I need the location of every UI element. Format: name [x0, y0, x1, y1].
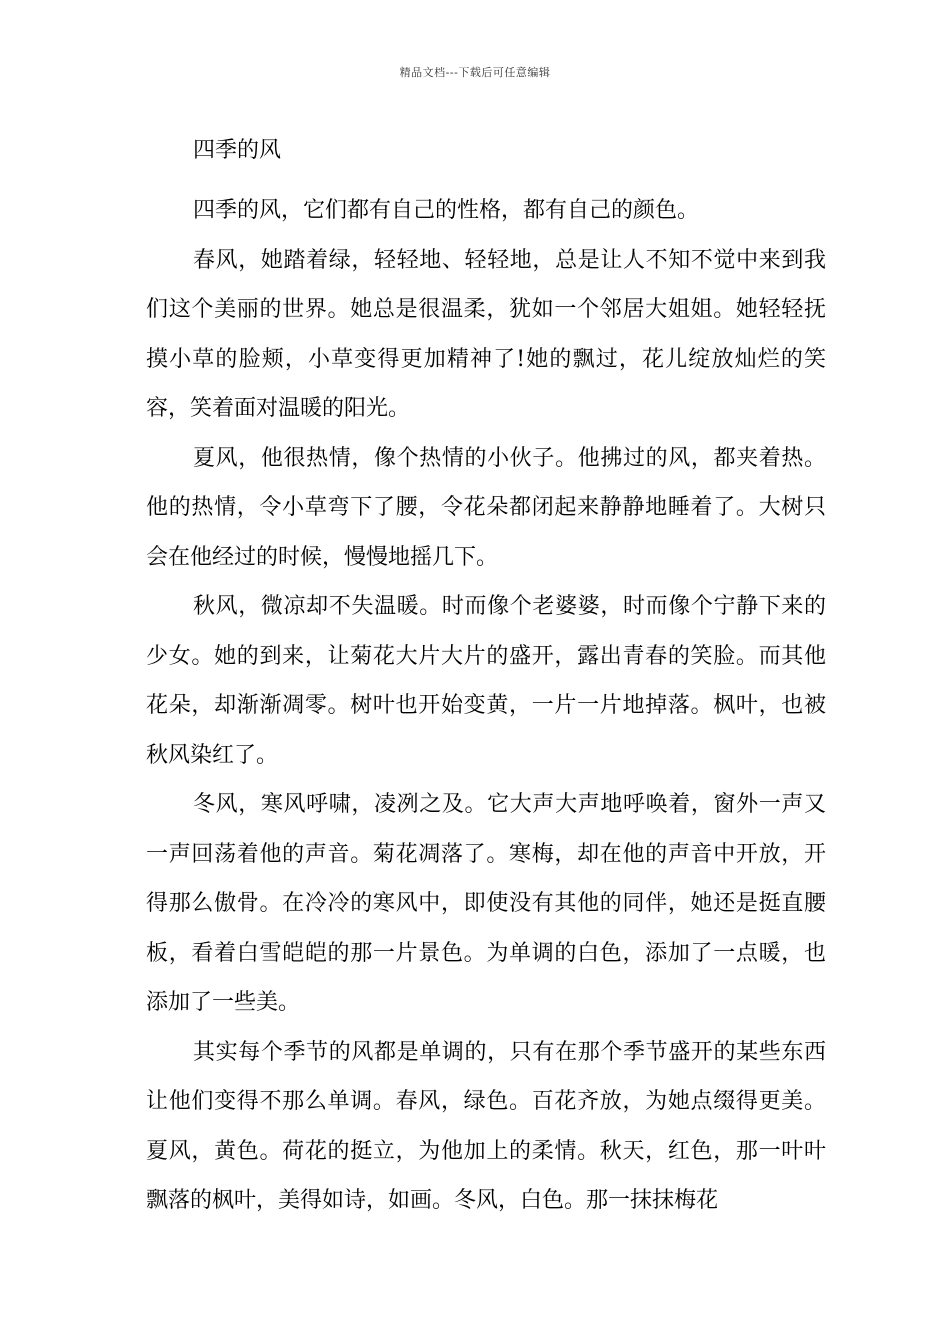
article-body: [146, 186, 826, 1226]
paragraph-conclusion: 其实每个季节的风都是单调的，只有在那个季节盛开的某些东西让他们变得不那么单调。春风，绿色。百花齐放，为她点缀得更美。夏风，黄色。荷花的挺立，为他加上的柔情。秋天，红色，那一叶叶飘落的枫叶，美得如诗，如画。冬风，白色。那一抹抹梅花: [146, 1039, 826, 1213]
paragraph-intro: 四季的风，它们都有自己的性格，都有自己的颜色。: [193, 198, 700, 223]
paragraph-spring: 春风，她踏着绿，轻轻地、轻轻地，总是让人不知不觉中来到我们这个美丽的世界。她总是很温柔，犹如一个邻居大姐姐。她轻轻抚摸小草的脸颊，小草变得更加精神了!她的飘过，花儿绽放灿烂的笑容，笑着面对温暖的阳光。: [146, 247, 826, 421]
article-title: 四季的风: [193, 138, 282, 163]
page-header-note: 精品文档---下载后可任意编辑: [399, 66, 551, 79]
paragraph-autumn: 秋风，微凉却不失温暖。时而像个老婆婆，时而像个宁静下来的少女。她的到来，让菊花大片大片的盛开，露出青春的笑脸。而其他花朵，却渐渐凋零。树叶也开始变黄，一片一片地掉落。枫叶，也被秋风染红了。: [146, 594, 826, 768]
paragraph-winter: 冬风，寒风呼啸，凌冽之及。它大声大声地呼唤着，窗外一声又一声回荡着他的声音。菊花凋落了。寒梅，却在他的声音中开放，开得那么傲骨。在冷冷的寒风中，即使没有其他的同伴，她还是挺直腰板，看着白雪皑皑的那一片景色。为单调的白色，添加了一点暖，也添加了一些美。: [146, 792, 826, 1015]
paragraph-summer: 夏风，他很热情，像个热情的小伙子。他拂过的风，都夹着热。他的热情，令小草弯下了腰，令花朵都闭起来静静地睡着了。大树只会在他经过的时候，慢慢地摇几下。: [146, 445, 826, 570]
